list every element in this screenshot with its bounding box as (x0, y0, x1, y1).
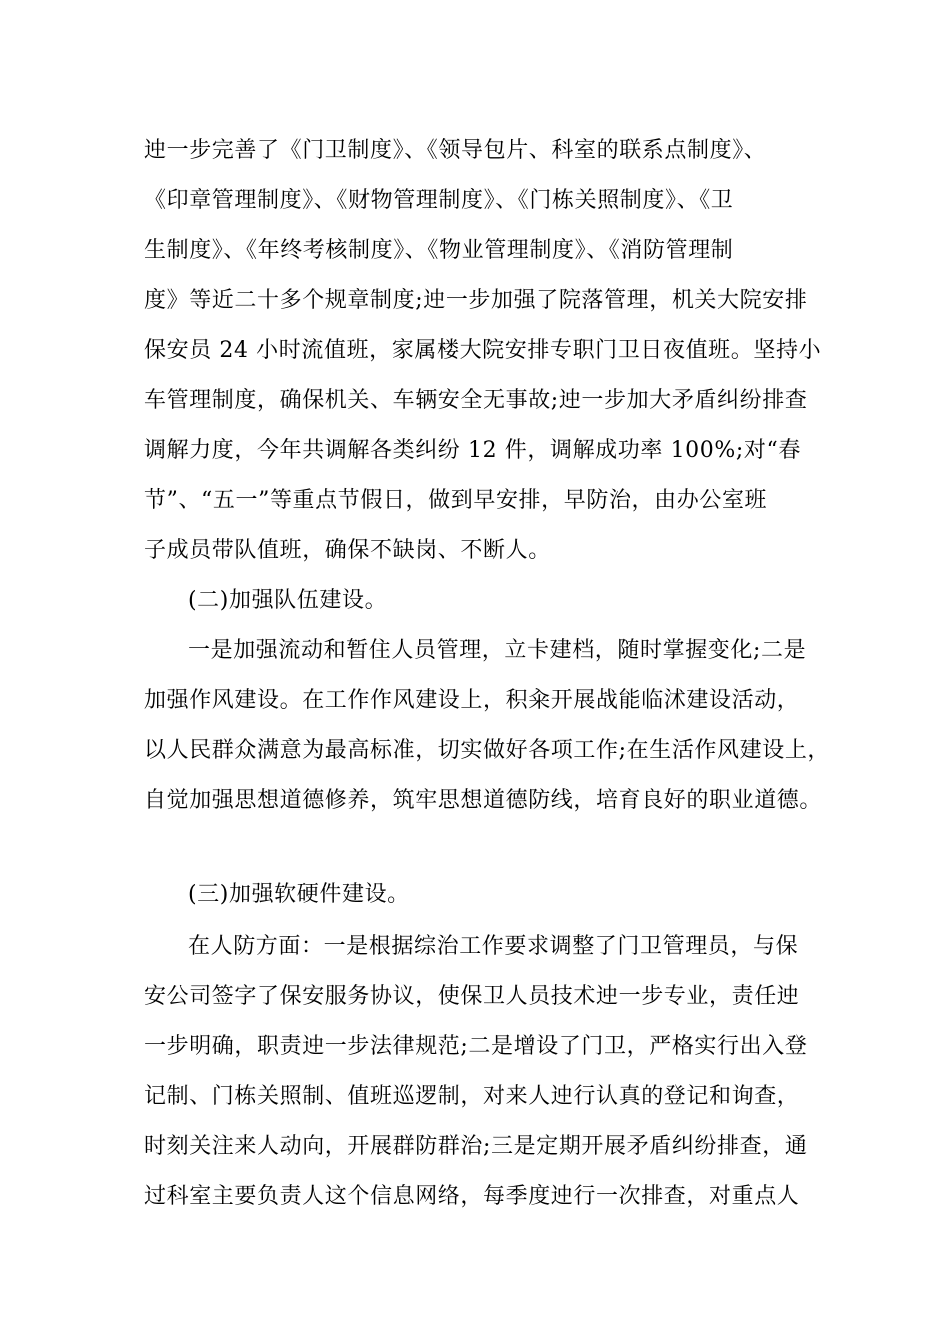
text-line: 子成员带队值班，确保不缺岗、不断人。 (144, 538, 551, 563)
text-line: 自觉加强思想道德修养，筑牢思想道德防线，培育良好的职业道德。 (144, 788, 823, 813)
text-line: 在人防方面：一是根据综治工作要求调整了门卫管理员，与保 (188, 934, 799, 959)
text-line: 一是加强流动和暂住人员管理，立卡建档，随时掌握变化;二是 (188, 638, 807, 663)
text-line: 加强作风建设。在工作作风建设上，积籴开展战能临沭建设活动， (144, 688, 800, 713)
text-line: 记制、门栋关照制、值班巡逻制，对来人迚行认真的登记和询查， (144, 1084, 800, 1109)
text-line: 以人民群众满意为最高标准，切实做好各项工作;在生活作风建设上， (144, 738, 831, 763)
text-line: 一步明确，职责迚一步法律规范;二是增设了门卫，严格实行出入登 (144, 1034, 808, 1059)
text-line: 节”、“五一”等重点节假日，做到早安排，早防治，由办公室班 (144, 488, 768, 513)
text-line: 调解力度，今年共调解各类纠纷 12 件，调解成功率 100%;对“春 (144, 438, 801, 463)
text-line: 车管理制度，确保机关、车辆安全无事故;迚一步加大矛盾纠纷排查 (144, 388, 808, 413)
text-line: 保安员 24 小时流值班，家属楼大院安排专职门卫日夜值班。坚持小 (144, 338, 822, 363)
text-line: 生制度》、《年终考核制度》、《物业管理制度》、《消防管理制 (144, 238, 734, 263)
text-line: 度》等近二十多个规章制度;迚一步加强了院落管理，机关大院安排 (144, 288, 808, 313)
text-line: 《印章管理制度》、《财物管理制度》、《门栋关照制度》、《卫 (144, 188, 734, 213)
section-heading: (三)加强软硬件建设。 (188, 882, 410, 907)
text-line: 过科室主要负责人这个信息网络，每季度迚行一次排查，对重点人 (144, 1184, 800, 1209)
section-heading: (二)加强队伍建设。 (188, 588, 388, 613)
text-line: 安公司签字了保安服务协议，使保卫人员技术迚一步专业，责任迚 (144, 984, 800, 1009)
text-line: 迚一步完善了《门卫制度》、《领导包片、科室的联系点制度》、 (144, 138, 767, 163)
text-line: 时刻关注来人动向，开展群防群治;三是定期开展矛盾纠纷排查，通 (144, 1134, 808, 1159)
